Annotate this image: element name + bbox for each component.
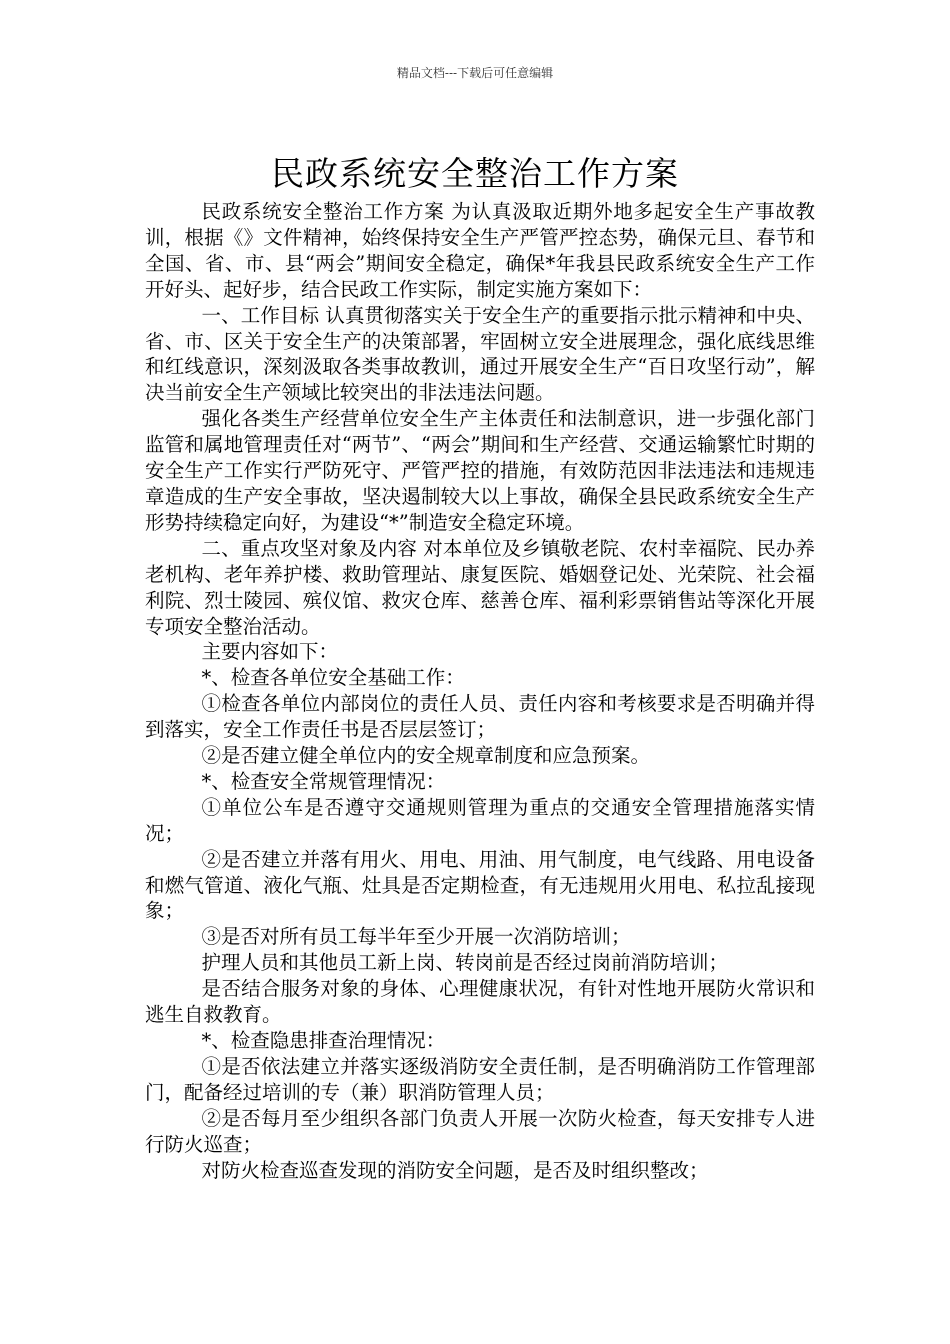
paragraph: 民政系统安全整治工作方案 为认真汲取近期外地多起安全生产事故教训，根据《》文件精神，始终保持安全生产严管严控态势，确保元旦、春节和全国、省、市、县“两会”期间安全稳定，确保*年我县民政系统安全生产工作开好头、起好步，结合民政工作实际，制定实施方案如下： [145, 200, 815, 301]
paragraph: 护理人员和其他员工新上岗、转岗前是否经过岗前消防培训； [201, 951, 729, 975]
paragraph: ①是否依法建立并落实逐级消防安全责任制，是否明确消防工作管理部门，配备经过培训的专（兼）职消防管理人员； [145, 1054, 815, 1104]
paragraph: ③是否对所有员工每半年至少开展一次消防培训； [201, 925, 631, 949]
paragraph: 强化各类生产经营单位安全生产主体责任和法制意识，进一步强化部门监管和属地管理责任对“两节”、“两会”期间和生产经营、交通运输繁忙时期的安全生产工作实行严防死守、严管严控的措施，有效防范因非法违法和违规违章造成的生产安全事故，坚决遏制较大以上事故，确保全县民政系统安全生产形势持续稳定向好，为建设“*”制造安全稳定环境。 [145, 407, 815, 534]
paragraph: 主要内容如下： [201, 640, 339, 664]
paragraph: 是否结合服务对象的身体、心理健康状况，有针对性地开展防火常识和逃生自救教育。 [145, 977, 815, 1027]
paragraph: ②是否建立健全单位内的安全规章制度和应急预案。 [201, 744, 651, 768]
paragraph: *、检查各单位安全基础工作： [201, 666, 465, 690]
paragraph: 一、工作目标 认真贯彻落实关于安全生产的重要指示批示精神和中央、省、市、区关于安全生产的决策部署，牢固树立安全进展理念，强化底线思维和红线意识，深刻汲取各类事故教训，通过开展安全生产“百日攻坚行动”，解决当前安全生产领域比较突出的非法违法问题。 [145, 303, 815, 405]
paragraph: ②是否每月至少组织各部门负责人开展一次防火检查，每天安排专人进行防火巡查； [145, 1106, 815, 1156]
paragraph: ①检查各单位内部岗位的责任人员、责任内容和考核要求是否明确并得到落实，安全工作责任书是否层层签订； [145, 692, 815, 742]
document-body [145, 199, 815, 1183]
paragraph: 对防火检查巡查发现的消防安全问题，是否及时组织整改； [201, 1158, 709, 1182]
document-title: 民政系统安全整治工作方案 [271, 154, 679, 194]
paragraph: 二、重点攻坚对象及内容 对本单位及乡镇敬老院、农村幸福院、民办养老机构、老年养护楼、救助管理站、康复医院、婚姻登记处、光荣院、社会福利院、烈士陵园、殡仪馆、救灾仓库、慈善仓库、福利彩票销售站等深化开展专项安全整治活动。 [145, 536, 815, 638]
header-note: 精品文档---下载后可任意编辑 [396, 66, 554, 80]
paragraph: ②是否建立并落有用火、用电、用油、用气制度，电气线路、用电设备和燃气管道、液化气瓶、灶具是否定期检查，有无违规用火用电、私拉乱接现象； [145, 847, 815, 923]
paragraph: *、检查安全常规管理情况： [201, 769, 446, 793]
paragraph: *、检查隐患排查治理情况： [201, 1029, 446, 1052]
paragraph: ①单位公车是否遵守交通规则管理为重点的交通安全管理措施落实情况； [145, 795, 815, 845]
